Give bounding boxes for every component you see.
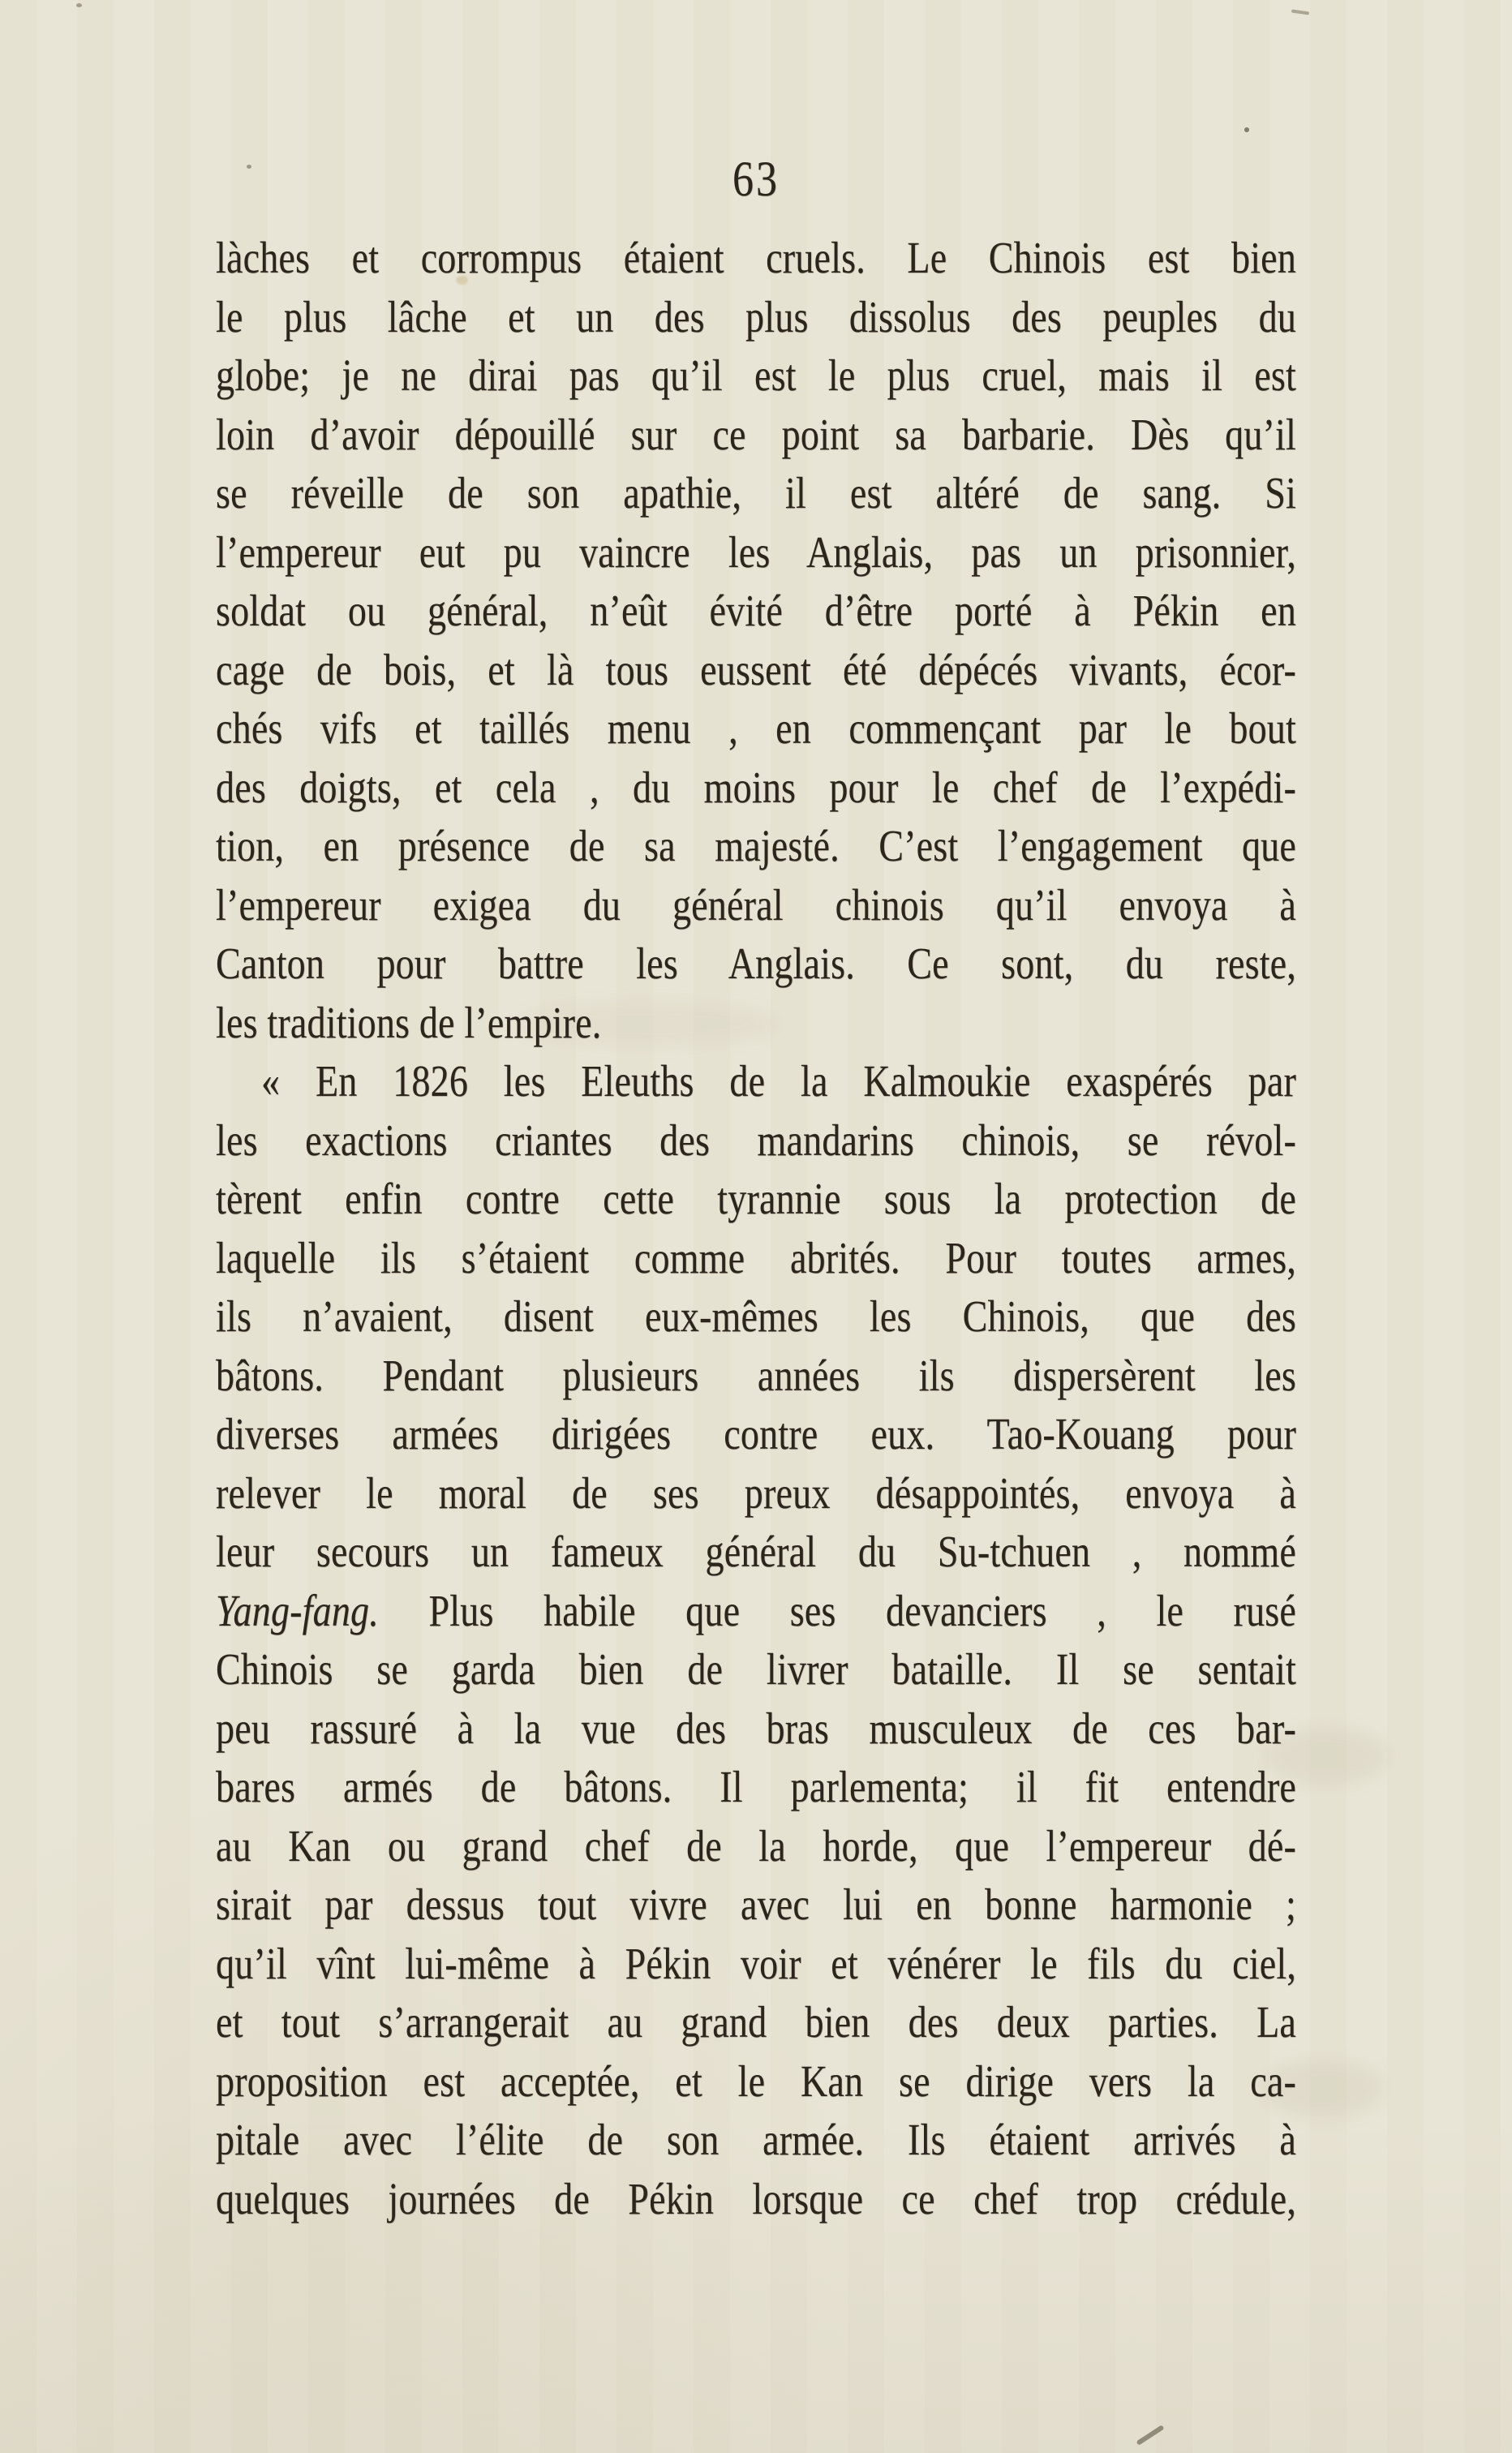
text-line [216,2163,1296,2234]
text-line-content: globe; je ne dirai pas qu’il est le plus cruel, mais il est [216,350,1296,400]
text-line-content: bâtons. Pendant plusieurs années ils dispersèrent les [216,1350,1296,1400]
text-line-content: proposition est acceptée, et le Kan se dirige vers la ca- [216,2056,1296,2106]
text-line-content: tèrent enfin contre cette tyrannie sous la protection de [216,1173,1296,1223]
text-line-content: l’empereur exigea du général chinois qu’il envoya à [216,879,1296,930]
text-line-content: relever le moral de ses preux désappointés, envoya à [216,1467,1296,1518]
text-line-content: l’empereur eut pu vaincre les Anglais, pas un prisonnier, [216,526,1296,577]
body-text [216,229,1296,2228]
text-line-content: peu rassuré à la vue des bras musculeux de ces bar- [216,1703,1296,1753]
text-line-content: bares armés de bâtons. Il parlementa; il fit entendre [216,1761,1296,1811]
text-line-content: Chinois se garda bien de livrer bataille. Il se sentait [216,1643,1296,1694]
text-line-content: leur secours un fameux général du Su-tchuen , nommé [216,1526,1296,1576]
text-line-content: qu’il vînt lui-même à Pékin voir et vénérer le fils du ciel, [216,1938,1296,1988]
text-line-content: ils n’avaient, disent eux-mêmes les Chinois, que des [216,1291,1296,1341]
paper-speck [247,165,251,169]
text-line-content: loin d’avoir dépouillé sur ce point sa barbarie. Dès qu’il [216,409,1296,459]
text-line-content: le plus lâche et un des plus dissolus des peuples du [216,291,1296,342]
text-line-content: Plus habile que ses devanciers , le rusé [378,1585,1296,1635]
text-line-content: quelques journées de Pékin lorsque ce chef trop crédule, [216,2173,1296,2223]
paper-speck [76,3,82,7]
text-line-content: chés vifs et taillés menu , en commençant par le bout [216,702,1296,753]
text-line-content: laquelle ils s’étaient comme abrités. Pour toutes armes, [216,1232,1296,1282]
text-line-content: et tout s’arrangerait au grand bien des deux parties. La [216,1996,1296,2047]
text-line-content: soldat ou général, n’eût évité d’être porté à Pékin en [216,585,1296,635]
text-line-content: se réveille de son apathie, il est altéré de sang. Si [216,467,1296,518]
text-line-content: làches et corrompus étaient cruels. Le Chinois est bien [216,232,1296,282]
paper-stain [456,276,468,285]
paper-speck [1291,9,1309,15]
page-number: 63 [732,152,780,208]
text-line-content: cage de bois, et là tous eussent été dépécés vivants, écor- [216,644,1296,694]
text-line-content: les traditions de l’empire. [216,997,602,1047]
text-line-content: les exactions criantes des mandarins chinois, se révol- [216,1115,1296,1165]
yang-fang-italic: Yang-fang. [216,1585,379,1635]
text-line-content: diverses armées dirigées contre eux. Tao-Kouang pour [216,1408,1296,1458]
text-line-content: sirait par dessus tout vivre avec lui en bonne harmonie ; [216,1879,1296,1929]
text-line-content: au Kan ou grand chef de la horde, que l’empereur dé- [216,1820,1296,1871]
text-line-content: tion, en présence de sa majesté. C’est l’engagement que [216,820,1296,870]
pen-mark [1136,2425,1164,2446]
text-line-content: « En 1826 les Eleuths de la Kalmoukie exaspérés par [261,1055,1296,1106]
paper-speck [1244,127,1249,132]
text-line-content: des doigts, et cela , du moins pour le chef de l’expédi- [216,762,1296,812]
text-line-content: pitale avec l’élite de son armée. Ils étaient arrivés à [216,2114,1296,2164]
text-line-content: Canton pour battre les Anglais. Ce sont, du reste, [216,938,1296,988]
